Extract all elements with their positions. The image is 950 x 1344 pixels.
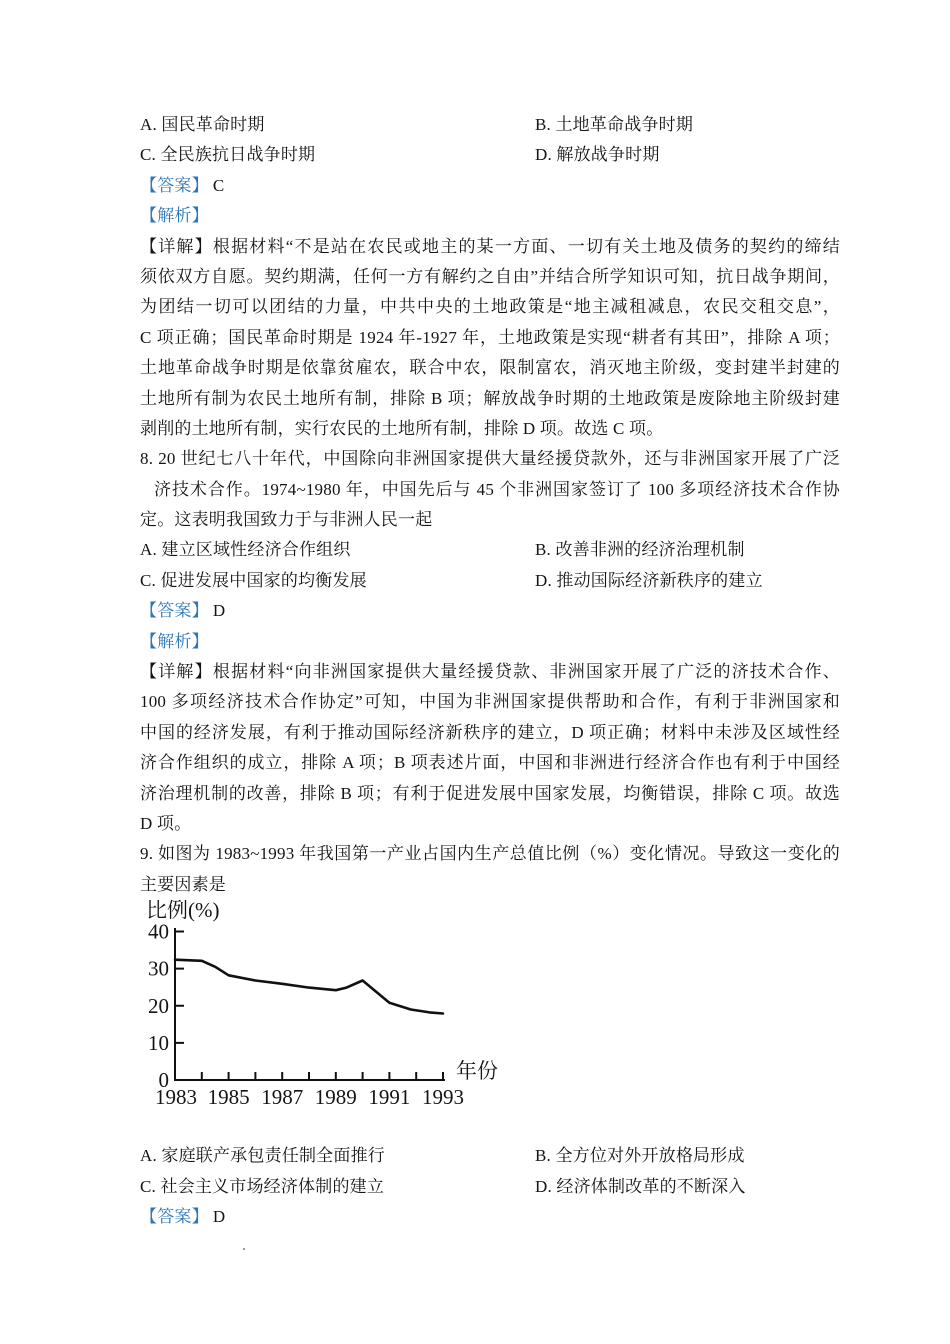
chart-axes-group <box>148 920 464 1110</box>
q7-answer-value: C <box>212 175 225 195</box>
svg-text:1983: 1983 <box>155 1085 197 1110</box>
answer-label: 【答案】 <box>140 1206 209 1226</box>
q7-option-a: A. 国民革命时期 <box>140 115 265 134</box>
q9-stem-line: 主要因素是 <box>140 874 226 894</box>
q8-detail-line: 济治理机制的改善，排除 B 项；有利于促进发展中国家发展，均衡错误，排除 C 项。故选 <box>140 783 840 803</box>
q9-stem-line: 9. 如图为 1983~1993 年我国第一产业占国内生产总值比例（%）变化情况。导致这一变化的 <box>140 844 840 864</box>
q9-answer-row <box>140 1202 840 1232</box>
answer-label: 【答案】 <box>140 175 209 195</box>
chart-y-axis-title: 比例(%) <box>146 900 220 923</box>
q7-analysis-row <box>140 201 840 231</box>
q7-options-row-2 <box>140 140 840 170</box>
svg-text:10: 10 <box>148 1031 169 1056</box>
svg-text:40: 40 <box>148 919 169 944</box>
q7-options-row-1 <box>140 110 840 140</box>
q8-detail-line: 中国的经济发展，有利于推动国际经济新秩序的建立，D 项正确；材料中未涉及区域性经 <box>140 722 840 742</box>
q9-chart <box>140 900 840 1115</box>
q8-option-c: C. 促进发展中国家的均衡发展 <box>140 570 367 590</box>
analysis-label: 【解析】 <box>140 206 209 226</box>
q7-option-c: C. 全民族抗日战争时期 <box>140 145 316 165</box>
q8-detail-line: D 项。 <box>140 813 192 833</box>
svg-text:1985: 1985 <box>207 1085 250 1110</box>
chart-series-line <box>175 960 443 1014</box>
q8-detail-line: 济合作组织的成立，排除 A 项；B 项表述片面，中国和非洲进行经济合作也有利于中国经 <box>140 753 840 773</box>
analysis-label: 【解析】 <box>140 631 209 651</box>
svg-text:20: 20 <box>148 993 169 1018</box>
q9-answer-value: D <box>212 1206 226 1226</box>
q8-option-b: B. 改善非洲的经济治理机制 <box>535 540 745 560</box>
q8-stem-line: 定。这表明我国致力于与非洲人民一起 <box>140 510 433 530</box>
q8-detail-line: 100 多项经济技术合作协定”可知，中国为非洲国家提供帮助和合作，有利于非洲国家和 <box>140 692 840 712</box>
q7-option-b: B. 土地革命战争时期 <box>535 115 694 134</box>
q8-answer-value: D <box>212 601 226 621</box>
q8-options-row-1 <box>140 535 840 565</box>
svg-text:0: 0 <box>158 1068 169 1093</box>
q7-detail-line: 土地革命战争时期是依靠贫雇农，联合中农，限制富农，消灭地主阶级，变封建半封建的 <box>140 358 840 378</box>
spacer <box>140 1115 840 1141</box>
q9-option-a: A. 家庭联产承包责任制全面推行 <box>140 1146 385 1166</box>
svg-text:30: 30 <box>148 956 169 981</box>
q8-analysis-row <box>140 627 840 657</box>
q9-options-row-1 <box>140 1141 840 1171</box>
q7-detail-line: 为团结一切可以团结的力量，中共中央的土地政策是“地主减租减息，农民交租交息”， <box>140 297 840 317</box>
line-chart <box>140 900 540 1115</box>
q7-detail-line: 剥削的土地所有制，实行农民的土地所有制，排除 D 项。故选 C 项。 <box>140 418 664 438</box>
q7-detail-line: 土地所有制为农民土地所有制，排除 B 项；解放战争时期的土地政策是废除地主阶级封建 <box>140 388 840 408</box>
chart-x-axis-title: 年份 <box>456 1059 498 1084</box>
q7-detail-line: 须依双方自愿。契约期满，任何一方有解约之自由”并结合所学知识可知，抗日战争期间， <box>140 266 840 286</box>
q8-answer-row <box>140 596 840 626</box>
stray-mark <box>243 1248 245 1250</box>
svg-text:1993: 1993 <box>422 1085 464 1110</box>
q8-detail-line: 【详解】根据材料“向非洲国家提供大量经援贷款、非洲国家开展了广泛的济技术合作、 <box>140 662 840 682</box>
q8-option-a: A. 建立区域性经济合作组织 <box>140 540 351 560</box>
svg-text:1987: 1987 <box>261 1085 304 1110</box>
q7-detail-line: 【详解】根据材料“不是站在农民或地主的某一方面、一切有关土地及债务的契约的缔结 <box>140 236 840 256</box>
q8-stem-line: 8. 20 世纪七八十年代，中国除向非洲国家提供大量经援贷款外，还与非洲国家开展了广泛 <box>140 449 840 469</box>
svg-text:1991: 1991 <box>368 1085 411 1110</box>
q8-stem-line: 济技术合作。1974~1980 年，中国先后与 45 个非洲国家签订了 100 多项经济技术合作协 <box>154 479 840 499</box>
q7-answer-row <box>140 171 840 201</box>
q9-options-row-2 <box>140 1172 840 1202</box>
q9-option-c: C. 社会主义市场经济体制的建立 <box>140 1176 385 1196</box>
q9-option-d: D. 经济体制改革的不断深入 <box>535 1176 746 1196</box>
q8-options-row-2 <box>140 566 840 596</box>
svg-text:1989: 1989 <box>314 1085 357 1110</box>
q7-option-d: D. 解放战争时期 <box>535 145 660 165</box>
q9-option-b: B. 全方位对外开放格局形成 <box>535 1146 745 1166</box>
q7-detail-line: C 项正确；国民革命时期是 1924 年-1927 年，土地政策是实现“耕者有其田”，排除 A 项； <box>140 327 840 347</box>
answer-label: 【答案】 <box>140 601 209 621</box>
q8-option-d: D. 推动国际经济新秩序的建立 <box>535 570 763 590</box>
